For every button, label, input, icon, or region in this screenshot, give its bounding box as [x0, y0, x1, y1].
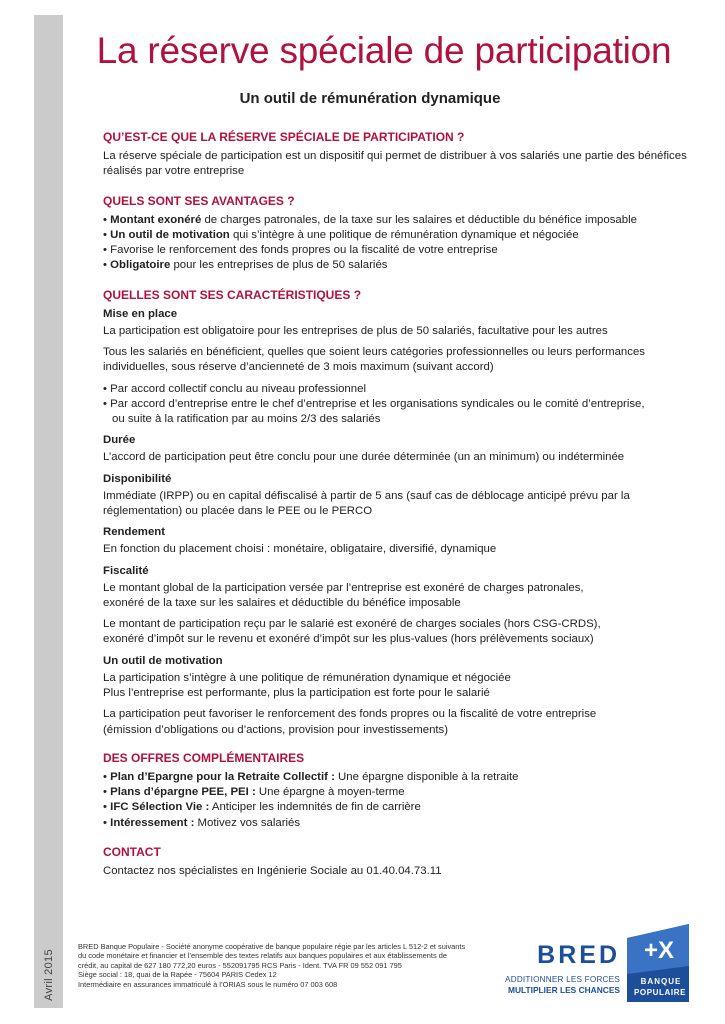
- item-bold: Obligatoire: [110, 259, 171, 272]
- section-title: CONTACT: [103, 844, 161, 859]
- text-line: Plus l’entreprise est performante, plus la participation est forte pour le salarié: [103, 687, 490, 700]
- legal-line: Intermédiaire en assurances immatriculé à l’ORIAS sous le numéro 07 003 608: [78, 979, 338, 989]
- section-title: DES OFFRES COMPLÉMENTAIRES: [103, 750, 305, 765]
- text-line: exonéré d’impôt sur le revenu et exonéré d’impôt sur les plus-values (hors prélèvements sociaux): [103, 633, 594, 646]
- list-item: [103, 800, 693, 815]
- item-text: pour les entreprises de plus de 50 salariés: [170, 259, 388, 272]
- bullet: •: [103, 770, 107, 783]
- subheading: Un outil de motivation: [103, 654, 223, 667]
- logo-text: BANQUE: [640, 977, 682, 986]
- subheading: Disponibilité: [103, 472, 172, 485]
- item-text: Par accord collectif conclu au niveau professionnel: [110, 382, 366, 395]
- legal-line: Siège social : 18, quai de la Rapée - 75604 PARIS Cedex 12: [78, 970, 277, 980]
- text-line: Le montant de participation reçu par le salarié est exonéré de charges sociales (hors CSG-CRDS),: [103, 618, 601, 631]
- item-text: Favorise le renforcement des fonds propres ou la fiscalité de votre entreprise: [110, 244, 498, 257]
- brand-name: BRED: [537, 941, 620, 969]
- legal-line: du code monétaire et financier et l’ensemble des textes relatifs aux banques populaires et aux établissements de: [78, 951, 447, 961]
- sidebar-band: [34, 15, 63, 1008]
- item-text: Par accord d’entreprise entre le chef d’entreprise et les organisations syndicales ou le comité d’entreprise,: [110, 397, 645, 410]
- paragraph: La participation est obligatoire pour les entreprises de plus de 50 salariés, facultative pour les autres: [103, 325, 608, 338]
- text-line: Le montant global de la participation versée par l’entreprise est exonéré de charges patronales,: [103, 581, 584, 594]
- logo-mark-icon: [625, 922, 691, 1004]
- list-item: [103, 816, 693, 831]
- section-title: QUELS SONT SES AVANTAGES ?: [103, 193, 295, 208]
- logo-mark-text: +X: [643, 937, 675, 964]
- logo-text: POPULAIRE: [633, 988, 687, 997]
- contact-text: Contactez nos spécialistes en Ingénierie Sociale au 01.40.04.73.11: [103, 864, 442, 877]
- subheading: Mise en place: [103, 307, 178, 320]
- paragraph: En fonction du placement choisi : monétaire, obligataire, diversifié, dynamique: [103, 543, 497, 556]
- list-item-continuation: ou suite à la ratification par au moins 2/3 des salariés: [112, 413, 381, 426]
- item-text: Une épargne disponible à la retraite: [334, 770, 519, 783]
- item-bold: Un outil de motivation: [110, 229, 230, 242]
- list-item: [103, 228, 693, 243]
- subheading: Rendement: [103, 526, 166, 539]
- item-bold: Plan d’Epargne pour la Retraite Collectif :: [110, 770, 335, 783]
- paragraph: Immédiate (IRPP) ou en capital défiscalisé à partir de 5 ans (sauf cas de déblocage anticipé prévu par la réglementation) ou placée dans le PEE ou le PERCO: [103, 489, 630, 518]
- bullet: •: [103, 229, 107, 242]
- list-item: [103, 258, 693, 273]
- section-what: [103, 130, 693, 180]
- date-text: Avril 2015: [42, 949, 55, 1001]
- item-text: Motivez vos salariés: [194, 816, 301, 829]
- legal-line: crédit, au capital de 627 180 772,20 euros - 552091795 RCS Paris - Ident. TVA FR 09 552 091 795: [78, 960, 402, 970]
- item-bold: IFC Sélection Vie :: [110, 801, 210, 814]
- item-text: Une épargne à moyen-terme: [255, 786, 405, 799]
- bullet: •: [103, 382, 107, 395]
- list-item: [103, 397, 693, 412]
- list-item: [103, 243, 693, 258]
- bullet: •: [103, 397, 107, 410]
- section-title: QU’EST-CE QUE LA RÉSERVE SPÉCIALE DE PARTICIPATION ?: [103, 130, 465, 144]
- item-bold: Montant exonéré: [110, 213, 202, 226]
- subheading: Durée: [103, 434, 136, 447]
- list-item: [103, 785, 693, 800]
- text-line: exonéré de la taxe sur les salaires et déductible du bénéfice imposable: [103, 597, 461, 610]
- item-bold: Intéressement :: [110, 816, 195, 829]
- text-line: La participation peut favoriser le renforcement des fonds propres ou la fiscalité de votre entreprise: [103, 708, 597, 721]
- subheading: Fiscalité: [103, 564, 149, 577]
- bullet: •: [103, 213, 107, 226]
- list-item: [103, 213, 693, 228]
- brand-tagline: ADDITIONNER LES FORCES: [505, 975, 620, 984]
- section-title: QUELLES SONT SES CARACTÉRISTIQUES ?: [103, 287, 362, 302]
- brand-tagline-bold: MULTIPLIER LES CHANCES: [508, 985, 620, 995]
- section-contact: [103, 845, 693, 879]
- legal-line: BRED Banque Populaire - Société anonyme coopérative de banque populaire régie par les articles L 512-2 et suivants: [78, 942, 466, 951]
- section-offers: [103, 751, 693, 831]
- list-item: [103, 382, 693, 397]
- item-text: qui s’intègre à une politique de rémunération dynamique et négociée: [229, 229, 579, 242]
- section-text: La réserve spéciale de participation est un dispositif qui permet de distribuer à vos salariés une partie des bénéfices réalisés par votre entreprise: [103, 150, 687, 178]
- bullet: •: [103, 244, 107, 257]
- page-subtitle: Un outil de rémunération dynamique: [239, 90, 501, 107]
- item-text: Anticiper les indemnités de fin de carrière: [209, 801, 421, 814]
- item-bold: Plans d’épargne PEE, PEI :: [110, 786, 256, 799]
- main-content: [103, 130, 693, 893]
- paragraph: Tous les salariés en bénéficient, quelles que soient leurs catégories professionnelles ou leurs performances individuelles, sous réserve d’ancienneté de 3 mois maximum (suivant accord): [103, 346, 645, 374]
- section-features: [103, 288, 693, 738]
- footer-legal-notice: [78, 942, 518, 989]
- bullet: •: [103, 816, 107, 829]
- date-label: [34, 945, 63, 1005]
- banque-populaire-logo: [625, 922, 691, 1004]
- bullet: •: [103, 801, 107, 814]
- bullet: •: [103, 786, 107, 799]
- paragraph: L’accord de participation peut être conclu pour une durée déterminée (un an minimum) ou indéterminée: [103, 451, 625, 464]
- text-line: (émission d’obligations ou d’actions, provision pour investissements): [103, 723, 449, 736]
- text-line: La participation s’intègre à une politique de rémunération dynamique et négociée: [103, 671, 511, 684]
- item-text: de charges patronales, de la taxe sur les salaires et déductible du bénéfice imposable: [201, 213, 637, 226]
- section-advantages: [103, 194, 693, 274]
- list-item: [103, 770, 693, 785]
- bullet: •: [103, 259, 107, 272]
- page-title: La réserve spéciale de participation: [96, 30, 672, 71]
